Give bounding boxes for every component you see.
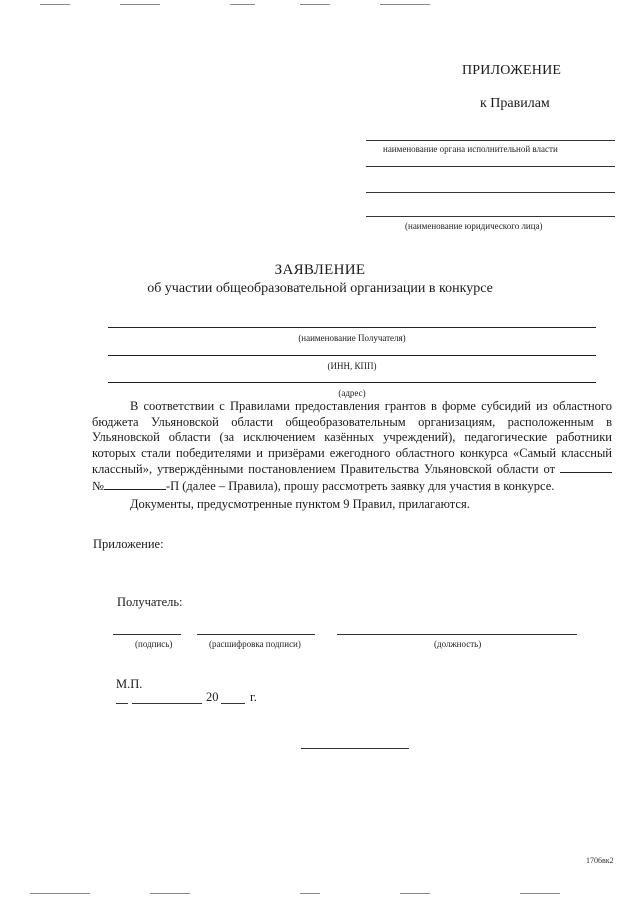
authority-line-3 <box>366 192 615 193</box>
position-caption: (должность) <box>434 639 482 649</box>
scan-noise <box>30 893 90 894</box>
bottom-separator-line <box>301 748 409 749</box>
document-title: ЗАЯВЛЕНИЕ <box>274 262 366 278</box>
recipient-signature-label: Получатель: <box>117 595 183 609</box>
scan-noise <box>150 893 190 894</box>
authority-line-1 <box>366 140 615 141</box>
scan-noise <box>300 893 320 894</box>
body-paragraph-2: Документы, предусмотренные пунктом 9 Правил, прилагаются. <box>130 497 470 511</box>
legal-entity-caption: (наименование юридического лица) <box>405 221 543 231</box>
body-paragraph-1-end: -П (далее – Правила), прошу рассмотреть заявку для участия в конкурсе. <box>165 478 555 493</box>
decode-caption: (расшифровка подписи) <box>209 639 301 649</box>
authority-line-2 <box>366 166 615 167</box>
stamp-place-label: М.П. <box>116 677 143 691</box>
date-day-blank <box>116 703 128 704</box>
appendix-heading: ПРИЛОЖЕНИЕ <box>462 63 562 78</box>
scan-noise <box>300 4 330 5</box>
address-line <box>108 382 596 383</box>
recipient-name-caption: (наименование Получателя) <box>298 333 406 343</box>
number-blank <box>104 478 166 490</box>
address-caption: (адрес) <box>338 388 366 398</box>
inn-kpp-line <box>108 355 596 356</box>
document-subtitle: об участии общеобразовательной организации в конкурсе <box>147 281 493 296</box>
scan-noise <box>40 4 70 5</box>
inn-kpp-caption: (ИНН, КПП) <box>327 361 377 371</box>
authority-caption: наименование органа исполнительной власти <box>383 144 558 154</box>
year-blank <box>221 703 245 704</box>
to-rules-heading: к Правилам <box>480 96 550 111</box>
number-sign: № <box>92 478 104 493</box>
scan-noise <box>520 893 560 894</box>
signature-caption: (подпись) <box>135 639 173 649</box>
date-month-blank <box>132 703 202 704</box>
decode-line <box>197 634 315 635</box>
attachment-label: Приложение: <box>93 537 164 551</box>
year-prefix: 20 <box>206 690 219 704</box>
scan-noise <box>400 893 430 894</box>
year-suffix: г. <box>250 690 257 704</box>
application-body <box>92 399 612 513</box>
body-paragraph-1-text: В соответствии с Правилами предоставления грантов в форме субсидий из областного бюджета Ульяновской области общеобразовательным организациям, расположенным в Ульяновской области (за исключением казённых учреждений), педагогические работники которых стали победителями и призёрами ежегодного областного конкурса «Самый классный классный», утверждёнными постановлением Правительства Ульяновской области от <box>92 399 612 476</box>
signature-line <box>113 634 181 635</box>
document-code: 1706вк2 <box>586 856 614 865</box>
recipient-name-line <box>108 327 596 328</box>
date-blank <box>560 461 612 473</box>
scan-noise <box>230 4 255 5</box>
body-paragraph-1 <box>92 399 612 494</box>
scan-noise <box>120 4 160 5</box>
position-line <box>337 634 577 635</box>
scan-noise <box>380 4 430 5</box>
legal-entity-line <box>366 216 615 217</box>
